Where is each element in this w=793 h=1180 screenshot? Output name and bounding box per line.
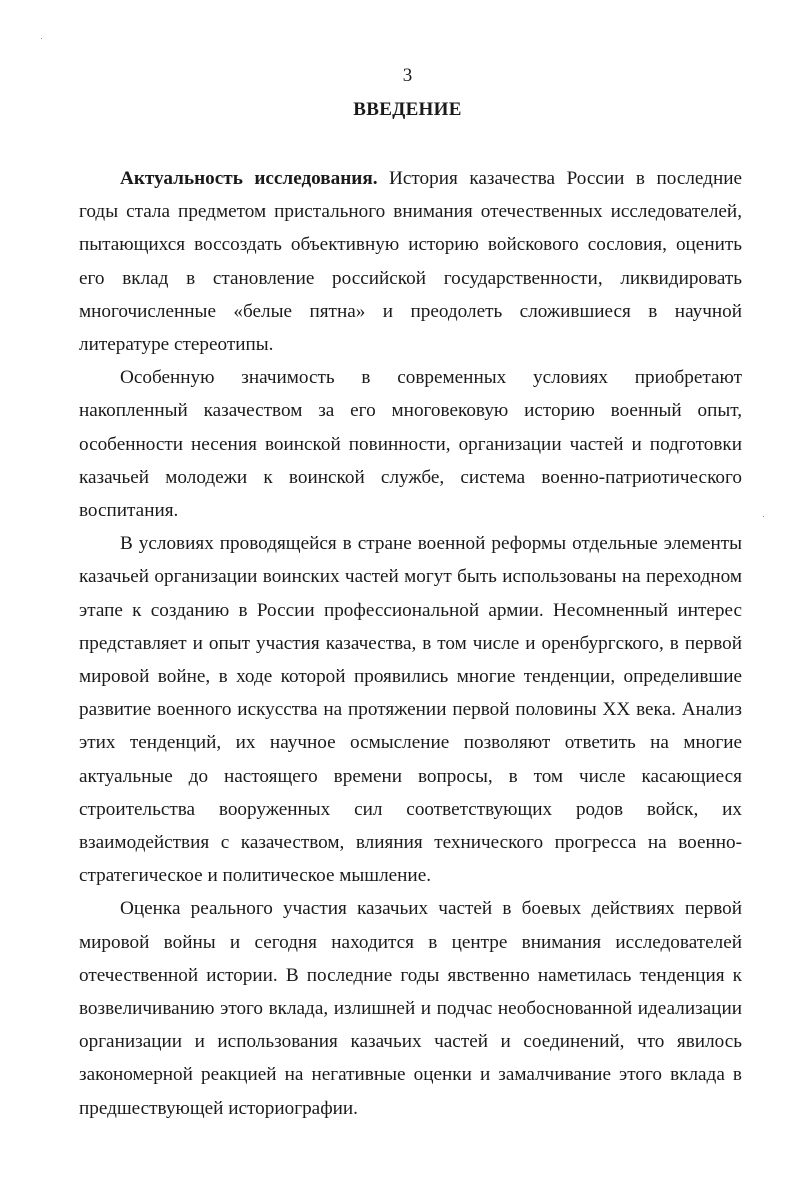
paragraph-assessment xyxy=(79,892,742,1124)
paragraph-text: История казачества России в последние годы стала предметом пристального внимания отечественных исследователей, пытающихся воссоздать объективную историю войскового сословия, оценить его вклад в становление российской государственности, ликвидировать многочисленные «белые пятна» и преодолеть сложившиеся в научной литературе стереотипы. xyxy=(79,168,742,356)
paragraph-text: Особенную значимость в современных условиях приобретают накопленный казачеством за его многовековую историю военный опыт, особенности несения воинской повинности, организации частей и подготовки казачьей молодежи к воинской службе, система военно-патриотического воспитания. xyxy=(79,367,742,522)
paragraph-text: Оценка реального участия казачьих частей в боевых действиях первой мировой войны и сегодня находится в центре внимания исследователей отечественной истории. В последние годы явственно наметилась тенденция к возвеличиванию этого вклада, излишней и подчас необоснованной идеализации организации и использования казачьих частей и соединений, что явилось закономерной реакцией на негативные оценки и замалчивание этого вклада в предшествующей историографии. xyxy=(79,898,742,1119)
paragraph-military-experience xyxy=(79,361,742,527)
paragraph-text: В условиях проводящейся в стране военной реформы отдельные элементы казачьей организации воинских частей могут быть использованы на переходном этапе к созданию в России профессиональной армии. Несомненный интерес представляет и опыт участия казачества, в том числе и оренбургского, в первой мировой войне, в ходе которой проявились многие тенденции, определившие развитие военного искусства на протяжении первой половины XX века. Анализ этих тенденций, их научное осмысление позволяют ответить на многие актуальные до настоящего времени вопросы, в том числе касающиеся строительства вооруженных сил соответствующих родов войск, их взаимодействия с казачеством, влияния технического прогресса на военно-стратегическое и политическое мышление. xyxy=(79,533,742,887)
page-number: 3 xyxy=(402,65,413,86)
paragraph-military-reform xyxy=(79,527,742,892)
scan-speck xyxy=(763,516,764,517)
paragraph-relevance xyxy=(79,162,742,361)
section-heading: ВВЕДЕНИЕ xyxy=(353,99,462,120)
body-text xyxy=(79,162,742,1125)
scan-speck xyxy=(41,38,42,39)
paragraph-lead: Актуальность исследования. xyxy=(120,168,378,189)
